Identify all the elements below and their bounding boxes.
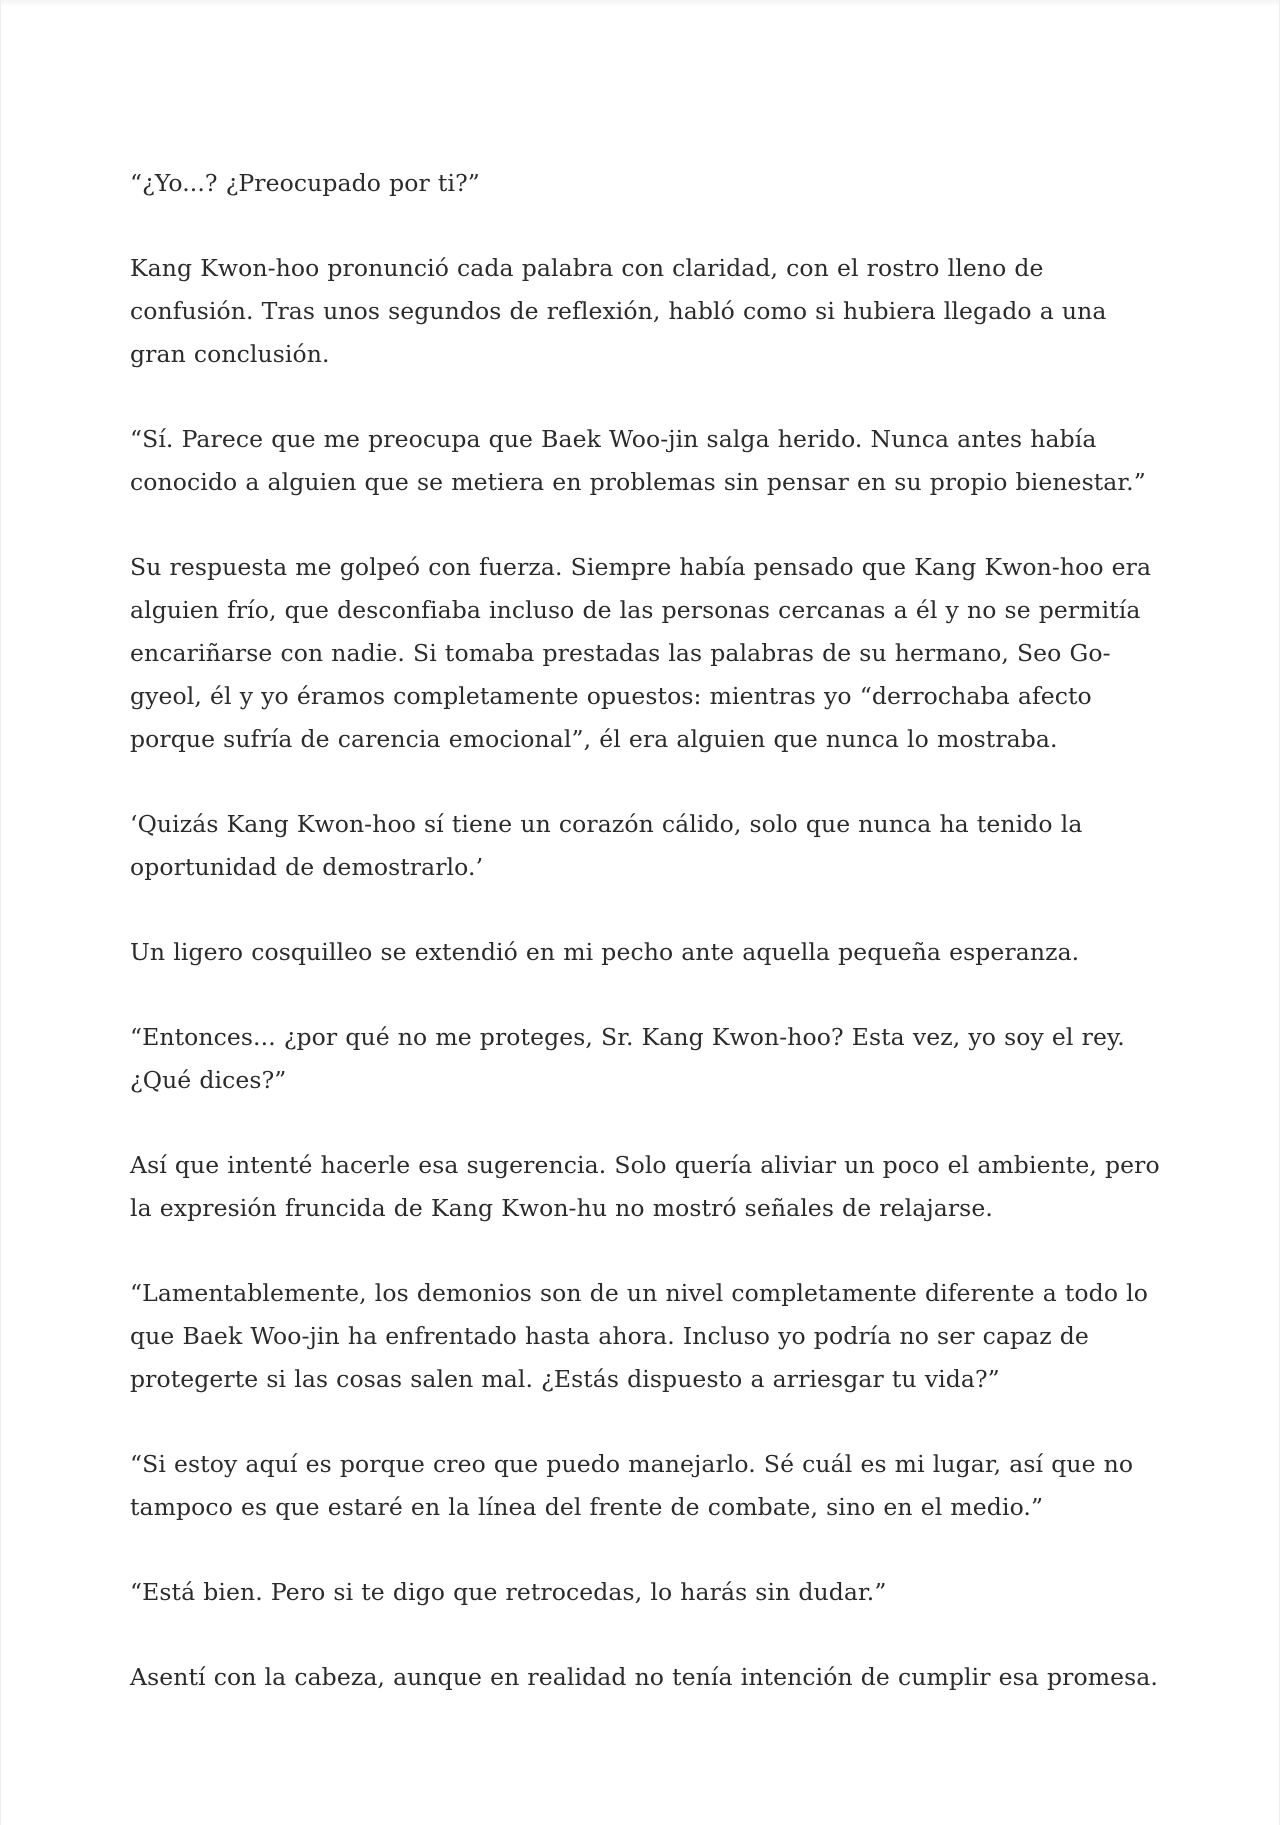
paragraph-5: ‘Quizás Kang Kwon-hoo sí tiene un corazón cálido, solo que nunca ha tenido la oportunidad de demostrarlo.’ <box>130 810 1083 881</box>
paragraph-2: Kang Kwon-hoo pronunció cada palabra con claridad, con el rostro lleno de confusión. Tras unos segundos de reflexión, habló como si hubiera llegado a una gran conclusión. <box>130 254 1107 368</box>
paragraph-12: Asentí con la cabeza, aunque en realidad no tenía intención de cumplir esa promesa. <box>130 1663 1158 1691</box>
paragraph-7: “Entonces... ¿por qué no me proteges, Sr. Kang Kwon-hoo? Esta vez, yo soy el rey. ¿Qué dices?” <box>130 1023 1125 1094</box>
paragraph-11: “Está bien. Pero si te digo que retrocedas, lo harás sin dudar.” <box>130 1578 887 1606</box>
document-body <box>130 162 1160 1741</box>
page-top-edge <box>1 0 1279 6</box>
paragraph-6: Un ligero cosquilleo se extendió en mi pecho ante aquella pequeña esperanza. <box>130 938 1080 966</box>
paragraph-10: “Si estoy aquí es porque creo que puedo manejarlo. Sé cuál es mi lugar, así que no tampoco es que estaré en la línea del frente de combate, sino en el medio.” <box>130 1450 1134 1521</box>
paragraph-9: “Lamentablemente, los demonios son de un nivel completamente diferente a todo lo que Baek Woo-jin ha enfrentado hasta ahora. Incluso yo podría no ser capaz de protegerte si las cosas salen mal. ¿Estás dispuesto a arriesgar tu vida?” <box>130 1279 1149 1393</box>
paragraph-3: “Sí. Parece que me preocupa que Baek Woo-jin salga herido. Nunca antes había conocido a alguien que se metiera en problemas sin pensar en su propio bienestar.” <box>130 425 1146 496</box>
paragraph-1: “¿Yo...? ¿Preocupado por ti?” <box>130 169 480 197</box>
paragraph-8: Así que intenté hacerle esa sugerencia. Solo quería aliviar un poco el ambiente, pero la expresión fruncida de Kang Kwon-hu no mostró señales de relajarse. <box>130 1151 1160 1222</box>
paragraph-4: Su respuesta me golpeó con fuerza. Siempre había pensado que Kang Kwon-hoo era alguien frío, que desconfiaba incluso de las personas cercanas a él y no se permitía encariñarse con nadie. Si tomaba prestadas las palabras de su hermano, Seo Go-gyeol, él y yo éramos completamente opuestos: mientras yo “derrochaba afecto porque sufría de carencia emocional”, él era alguien que nunca lo mostraba. <box>130 553 1152 753</box>
